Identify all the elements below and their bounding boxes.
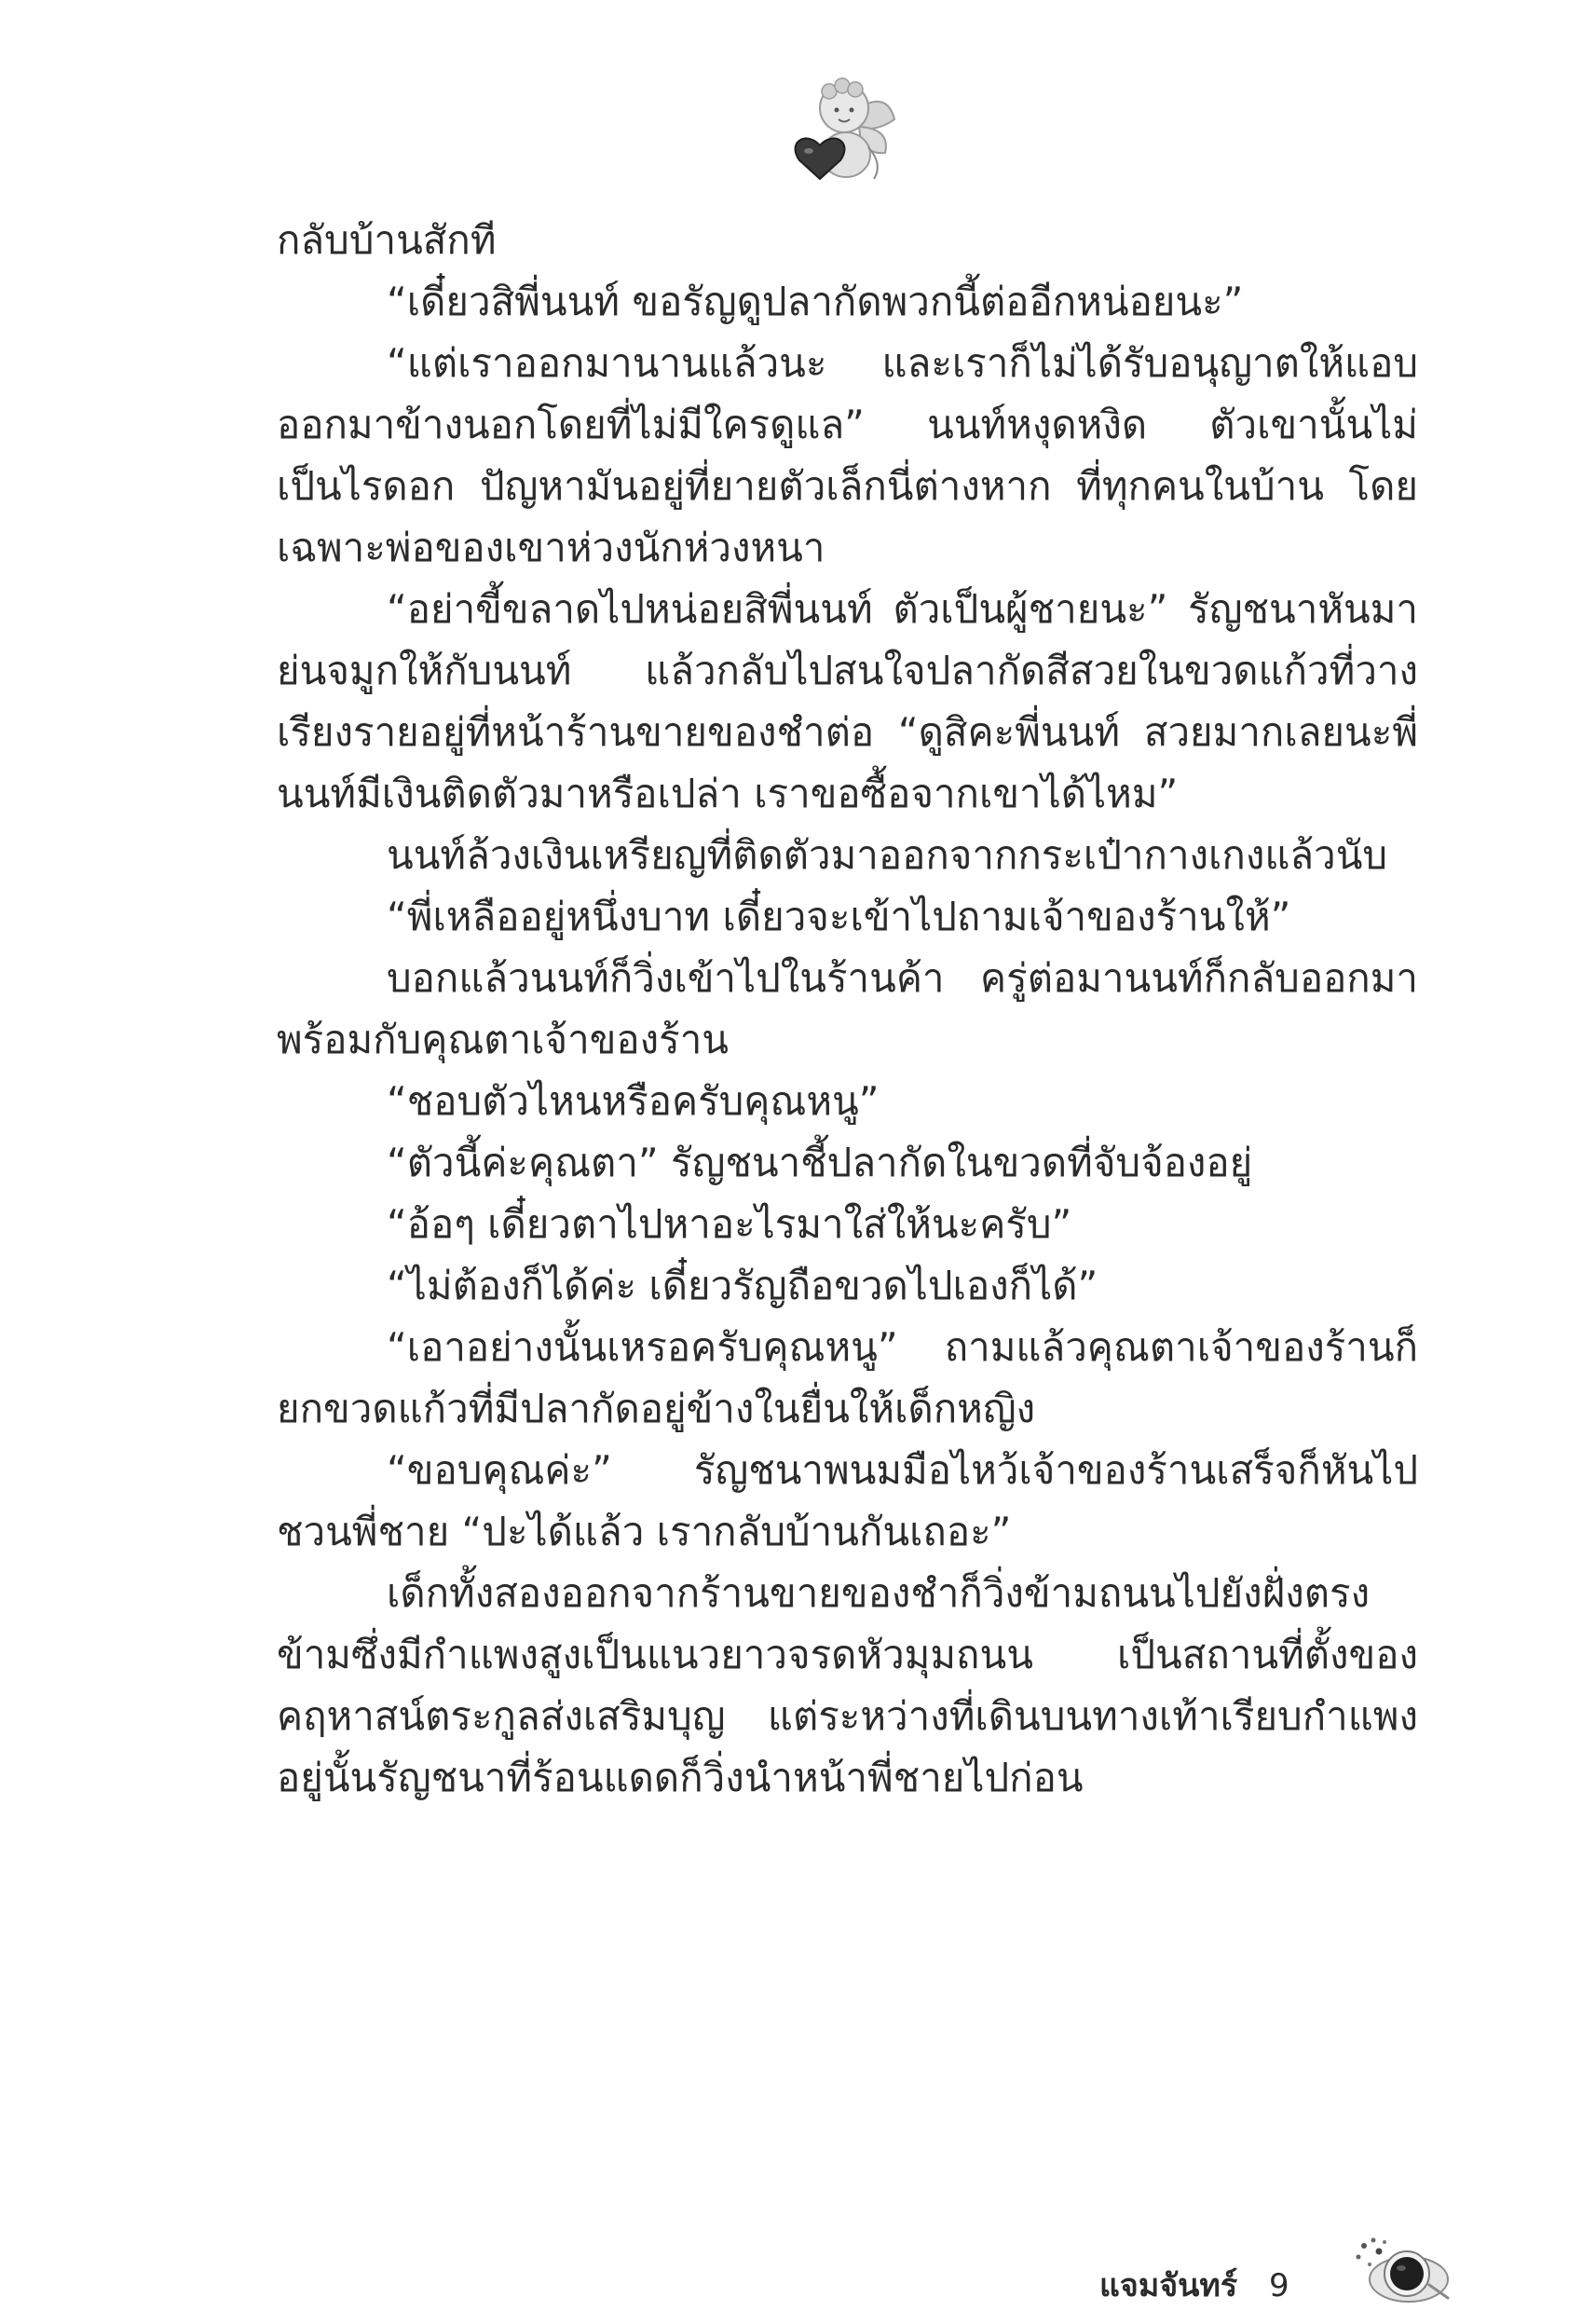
paragraph-10: “อ้อๆ เดี๋ยวตาไปหาอะไรมาใส่ให้นะครับ”: [387, 1201, 1072, 1247]
paragraph-6: “พี่เหลืออยู่หนึ่งบาท เดี๋ยวจะเข้าไปถามเจ้าของร้านให้”: [387, 894, 1291, 939]
paragraph-8: “ชอบตัวไหนหรือครับคุณหนู”: [387, 1078, 880, 1124]
paragraph-3: “แต่เราออกมานานแล้วนะ และเราก็ไม่ได้รับอนุญาตให้แอบออกมาข้างนอกโดยที่ไม่มีใครดูแล” นนท์หงุดหงิด ตัวเขานั้นไม่เป็นไรดอก ปัญหามันอยู่ที่ยายตัวเล็กนี่ต่างหาก ที่ทุกคนในบ้าน โดยเฉพาะพ่อของเขาห่วงนักห่วงหนา: [277, 340, 1418, 570]
page-number: 9: [1268, 2267, 1289, 2304]
paragraph-4: “อย่าขี้ขลาดไปหน่อยสิพี่นนท์ ตัวเป็นผู้ชายนะ” รัญชนาหันมาย่นจมูกให้กับนนท์ แล้วกลับไปสนใจปลากัดสีสวยในขวดแก้วที่วางเรียงรายอยู่ที่หน้าร้านขายของชำต่อ “ดูสิคะพี่นนท์ สวยมากเลยนะพี่นนท์มีเงินติดตัวมาหรือเปล่า เราขอซื้อจากเขาได้ไหม”: [277, 586, 1418, 816]
page-footer: [1099, 2260, 1289, 2310]
paragraph-7: บอกแล้วนนท์ก็วิ่งเข้าไปในร้านค้า ครู่ต่อมานนท์ก็กลับออกมาพร้อมกับคุณตาเจ้าของร้าน: [277, 955, 1418, 1062]
story-text: [277, 210, 1418, 1809]
book-title: แจมจันทร์: [1099, 2267, 1238, 2304]
paragraph-5: นนท์ล้วงเงินเหรียญที่ติดตัวมาออกจากกระเป๋ากางเกงแล้วนับ: [387, 832, 1388, 878]
paragraph-13: “ขอบคุณค่ะ” รัญชนาพนมมือไหว้เจ้าของร้านเสร็จก็หันไปชวนพี่ชาย “ปะได้แล้ว เรากลับบ้านกันเถอะ”: [277, 1447, 1418, 1554]
paragraph-11: “ไม่ต้องก็ได้ค่ะ เดี๋ยวรัญถือขวดไปเองก็ได้”: [387, 1263, 1098, 1308]
paragraph-1: กลับบ้านสักที: [277, 217, 497, 263]
paragraph-2: “เดี๋ยวสิพี่นนท์ ขอรัญดูปลากัดพวกนี้ต่ออีกหน่อยนะ”: [387, 279, 1244, 324]
coffee-cup-icon: [1351, 2233, 1453, 2307]
paragraph-14: เด็กทั้งสองออกจากร้านขายของชำก็วิ่งข้ามถนนไปยังฝั่งตรงข้ามซึ่งมีกำแพงสูงเป็นแนวยาวจรดหัวมุมถนน เป็นสถานที่ตั้งของคฤหาสน์ตระกูลส่งเสริมบุญ แต่ระหว่างที่เดินบนทางเท้าเรียบกำแพงอยู่นั้นรัญชนาที่ร้อนแดดก็วิ่งนำหน้าพี่ชายไปก่อน: [277, 1570, 1418, 1800]
paragraph-12: “เอาอย่างนั้นเหรอครับคุณหนู” ถามแล้วคุณตาเจ้าของร้านก็ยกขวดแก้วที่มีปลากัดอยู่ข้างในยื่นให้เด็กหญิง: [277, 1324, 1418, 1431]
cherub-heart-icon: [783, 73, 904, 185]
paragraph-9: “ตัวนี้ค่ะคุณตา” รัญชนาชี้ปลากัดในขวดที่จับจ้องอยู่: [387, 1140, 1253, 1185]
